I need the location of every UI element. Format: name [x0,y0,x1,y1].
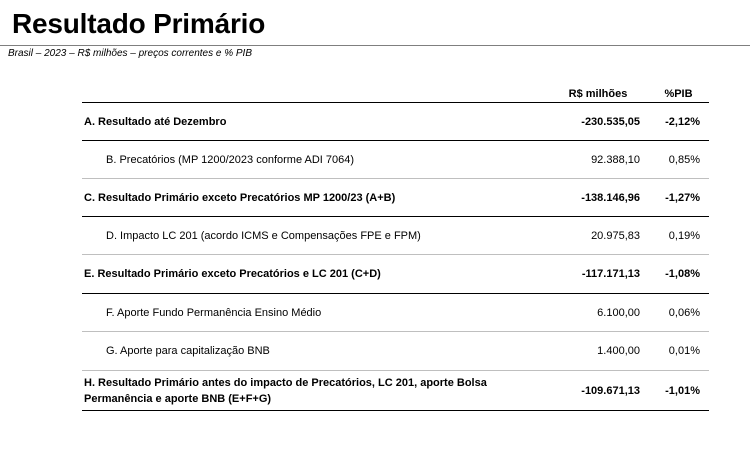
row-label: G. Aporte para capitalização BNB [106,345,270,357]
table-row [82,179,709,217]
row-pib: 0,01% [668,345,700,357]
result-table [82,86,709,411]
row-label: B. Precatórios (MP 1200/2023 conforme ADI 7064) [106,153,355,166]
table-row [82,103,709,141]
row-pib: -1,01% [665,384,700,397]
table-header [82,86,709,103]
row-value: -109.671,13 [581,384,640,397]
row-label: E. Resultado Primário exceto Precatórios e LC 201 (C+D) [84,268,381,280]
row-pib: 0,85% [668,153,700,166]
row-pib: -1,27% [665,191,700,204]
row-pib: -2,12% [665,115,700,128]
table-row [82,141,709,179]
table-row [82,371,709,411]
row-label: A. Resultado até Dezembro [84,115,227,128]
table-body [82,103,709,411]
table-row [82,217,709,255]
row-label: C. Resultado Primário exceto Precatórios MP 1200/23 (A+B) [84,191,396,204]
row-label: F. Aporte Fundo Permanência Ensino Médio [106,306,322,319]
table-row [82,294,709,332]
row-value: 6.100,00 [597,306,640,319]
table-row [82,332,709,371]
row-value: 92.388,10 [591,153,640,166]
row-pib: 0,19% [668,229,700,242]
title-divider [0,45,750,46]
row-label: D. Impacto LC 201 (acordo ICMS e Compensações FPE e FPM) [106,229,421,242]
header-value: R$ milhões [568,88,628,100]
row-pib: -1,08% [665,268,700,280]
row-value: 20.975,83 [591,229,640,242]
row-value: -230.535,05 [581,115,640,128]
header-pib: %PIB [664,88,693,100]
row-label: H. Resultado Primário antes do impacto de Precatórios, LC 201, aporte Bolsa Permanência e aporte BNB (E+F+G) [84,376,487,405]
row-pib: 0,06% [668,306,700,319]
row-value: -138.146,96 [581,191,640,204]
page-subtitle: Brasil – 2023 – R$ milhões – preços correntes e % PIB [8,48,253,59]
page-title: Resultado Primário [12,8,266,39]
table-row [82,255,709,294]
row-value: -117.171,13 [581,268,640,280]
row-value: 1.400,00 [597,345,640,357]
